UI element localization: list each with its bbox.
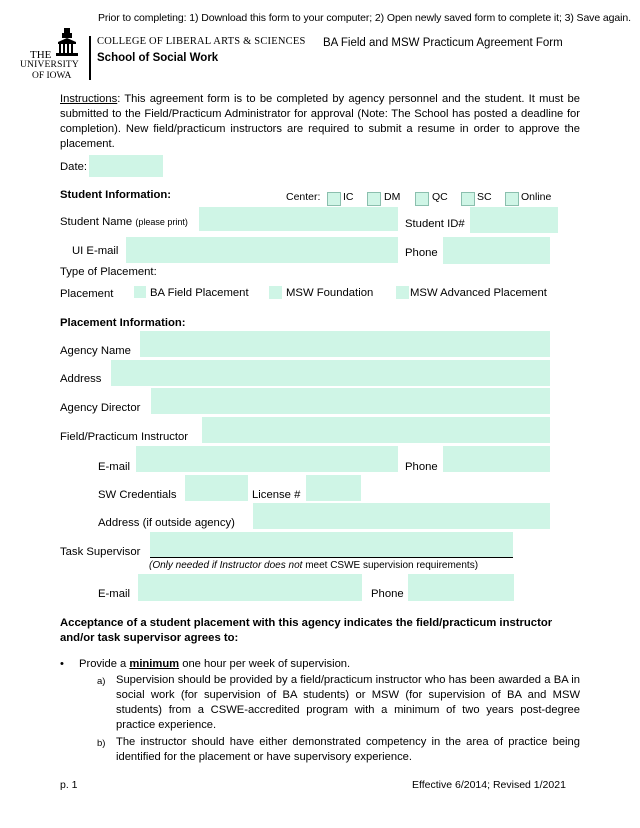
student-phone-label: Phone: [405, 247, 438, 259]
license-label: License #: [252, 489, 301, 501]
logo-the: THE: [30, 49, 52, 61]
placement-checkbox-ba-field[interactable]: [134, 286, 146, 298]
sw-credentials-field[interactable]: [185, 475, 248, 501]
logo-university: UNIVERSITY: [20, 60, 79, 70]
student-phone-field[interactable]: [443, 237, 550, 264]
logo-of-iowa: OF IOWA: [32, 71, 72, 81]
bullet-icon: •: [60, 658, 64, 670]
item-a-text: Supervision should be provided by a field/practicum instructor who has been awarded a BA in social work (for supervision of BA students) or MSW (for supervision of BA and MSW students) from a CSWE-accredited program with a minimum of two years post-degree practice experience.: [116, 674, 580, 731]
instructions: [60, 92, 580, 152]
center-ic-label: IC: [343, 191, 354, 203]
placement-info-heading: Placement Information:: [60, 317, 186, 329]
list-item: [60, 735, 580, 765]
type-of-placement-label: Type of Placement:: [60, 266, 157, 278]
placement-checkbox-msw-foundation[interactable]: [269, 286, 282, 299]
center-checkbox-dm[interactable]: [367, 192, 381, 206]
effective-date: Effective 6/2014; Revised 1/2021: [412, 779, 566, 791]
task-supervisor-phone-label: Phone: [371, 588, 404, 600]
agency-name-label: Agency Name: [60, 345, 131, 357]
date-label: Date:: [60, 161, 88, 173]
placement-msw-foundation-label: MSW Foundation: [286, 287, 374, 299]
center-checkbox-sc[interactable]: [461, 192, 475, 206]
center-label: Center:: [286, 191, 321, 203]
placement-ba-field-label: BA Field Placement: [150, 287, 249, 299]
center-checkbox-qc[interactable]: [415, 192, 429, 206]
instructor-field[interactable]: [202, 417, 550, 443]
school-name: School of Social Work: [97, 52, 219, 64]
list-item: [60, 673, 580, 733]
address-outside-label: Address (if outside agency): [98, 517, 235, 529]
student-info-heading: Student Information:: [60, 189, 172, 201]
license-field[interactable]: [306, 475, 361, 501]
placement-checkbox-msw-advanced[interactable]: [396, 286, 409, 299]
item-b-marker: b): [97, 738, 106, 749]
list-item: • Provide a minimum one hour per week of supervision.: [60, 658, 351, 670]
placement-label: Placement: [60, 288, 114, 300]
date-field[interactable]: [89, 155, 163, 177]
center-checkbox-online[interactable]: [505, 192, 519, 206]
student-name-label: Student Name (please print): [60, 216, 188, 228]
instructor-email-label: E-mail: [98, 461, 131, 473]
agency-name-field[interactable]: [140, 331, 550, 357]
task-supervisor-email-field[interactable]: [138, 574, 362, 601]
task-supervisor-email-label: E-mail: [98, 588, 131, 600]
instructor-label: Field/Practicum Instructor: [60, 431, 189, 443]
instructor-email-field[interactable]: [136, 446, 398, 472]
ui-email-label: UI E-mail: [72, 245, 119, 257]
placement-msw-advanced-label: MSW Advanced Placement: [410, 287, 547, 299]
old-capitol-icon: [52, 28, 82, 56]
center-checkbox-ic[interactable]: [327, 192, 341, 206]
task-supervisor-label: Task Supervisor: [60, 546, 141, 558]
instructor-phone-field[interactable]: [443, 446, 550, 472]
ui-email-field[interactable]: [126, 237, 398, 263]
university-logo: [20, 28, 90, 80]
top-note: Prior to completing: 1) Download this form to your computer; 2) Open newly saved form to complete it; 3) Save again.: [98, 12, 631, 24]
address-field[interactable]: [111, 360, 550, 386]
sw-credentials-label: SW Credentials: [98, 489, 177, 501]
student-name-hint: (please print): [135, 217, 188, 227]
center-online-label: Online: [521, 191, 552, 203]
agency-director-field[interactable]: [151, 388, 550, 414]
minimum-emphasis: minimum: [129, 658, 180, 670]
student-name-field[interactable]: [199, 207, 398, 231]
task-supervisor-field[interactable]: [150, 532, 513, 558]
form-title: BA Field and MSW Practicum Agreement Form: [323, 37, 563, 49]
instructions-heading: Instructions: [60, 93, 118, 105]
student-id-label: Student ID#: [405, 218, 465, 230]
address-outside-field[interactable]: [253, 503, 550, 529]
requirements-list: [60, 657, 580, 765]
center-dm-label: DM: [384, 191, 401, 203]
agency-director-label: Agency Director: [60, 402, 141, 414]
student-id-field[interactable]: [470, 207, 558, 233]
address-label: Address: [60, 373, 102, 385]
header-divider: [89, 36, 91, 80]
college-name: COLLEGE OF LIBERAL ARTS & SCIENCES: [97, 36, 306, 47]
item-a-marker: a): [97, 676, 106, 687]
task-supervisor-phone-field[interactable]: [408, 574, 514, 601]
task-supervisor-note: (Only needed if Instructor does not meet CSWE supervision requirements): [149, 560, 479, 571]
item-b-text: The instructor should have either demonstrated competency in the area of practice being identified for the placement or have supervisory experience.: [116, 736, 580, 763]
instructions-text: : This agreement form is to be completed by agency personnel and the student. It must be submitted to the Field/Practicum Administrator for approval (Note: The School has posted a deadline for completion). New field/practicum instructors are required to submit a resume in order to approve the placement.: [60, 93, 580, 150]
center-sc-label: SC: [477, 191, 492, 203]
page-number: p. 1: [60, 779, 78, 791]
center-qc-label: QC: [432, 191, 448, 203]
instructor-phone-label: Phone: [405, 461, 438, 473]
acceptance-statement: Acceptance of a student placement with this agency indicates the field/practicum instructor and/or task supervisor agrees to:: [60, 617, 553, 644]
